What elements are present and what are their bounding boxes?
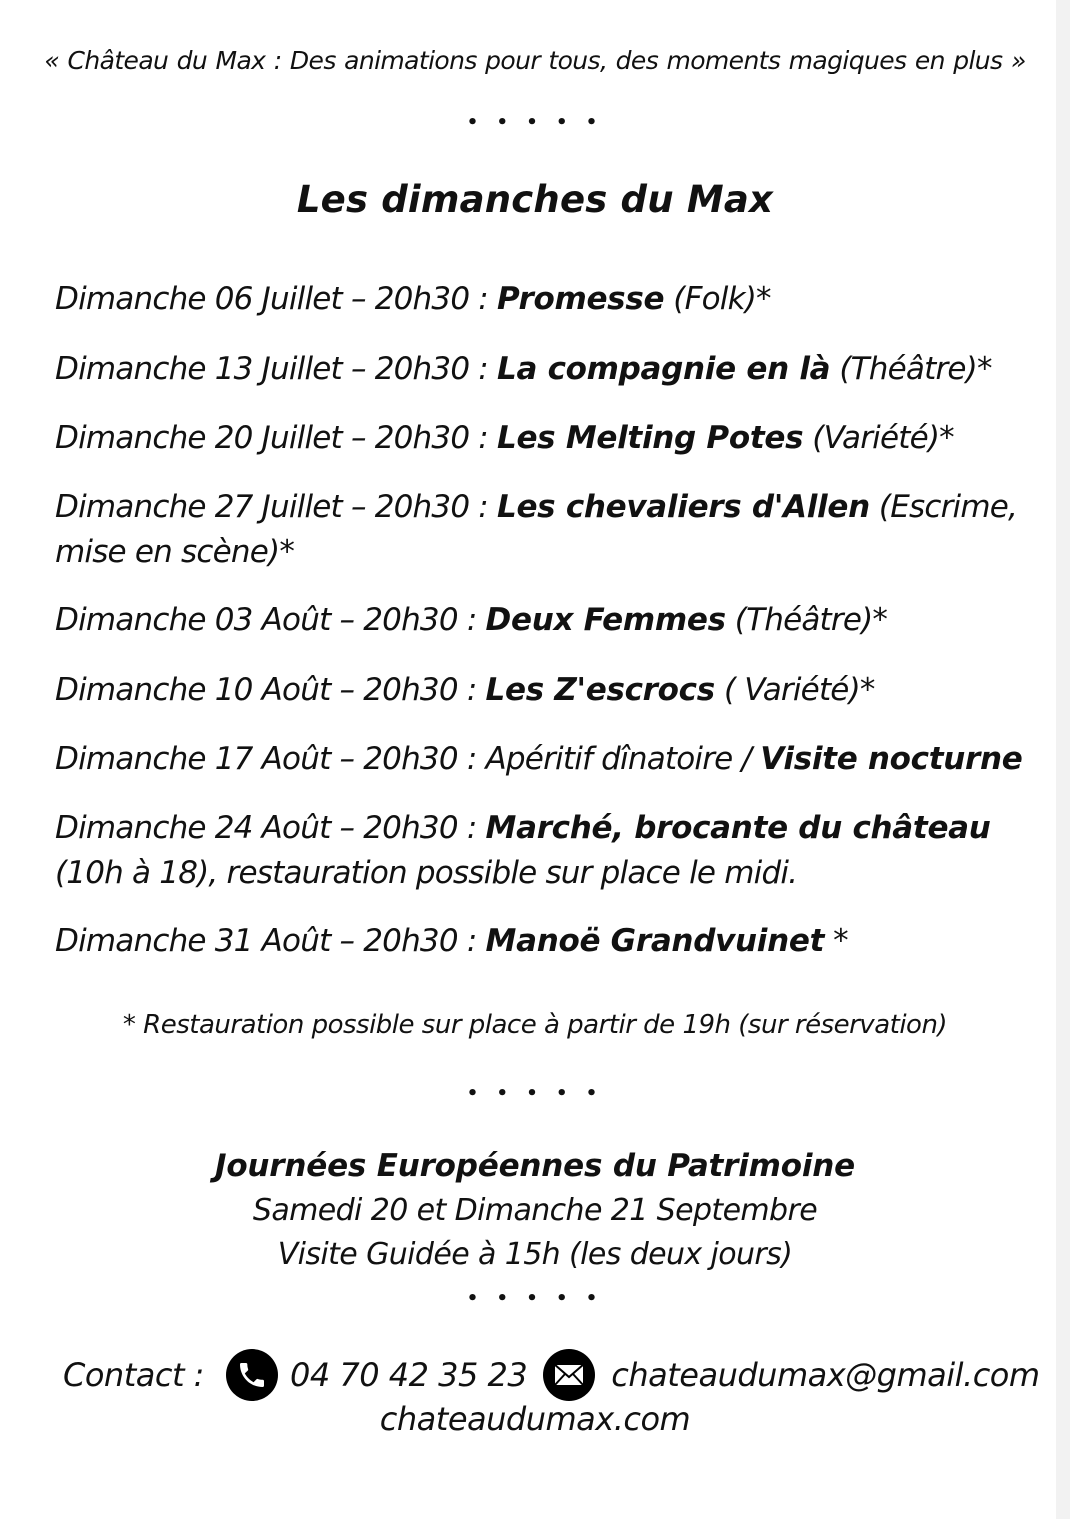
separator-dots: • • • • •	[466, 1288, 604, 1309]
event-detail: (Théâtre)*	[725, 602, 888, 638]
event-line	[55, 347, 1030, 392]
separator-dots: • • • • •	[466, 1083, 604, 1104]
jep-dates: Samedi 20 et Dimanche 21 Septembre	[252, 1193, 818, 1228]
event-name: Promesse	[497, 281, 665, 317]
tagline: « Château du Max : Des animations pour tous, des moments magiques en plus »	[44, 46, 1026, 75]
event-name: Marché, brocante du château	[485, 810, 991, 846]
event-name: La compagnie en là	[497, 351, 831, 387]
event-line	[55, 668, 1030, 713]
event-line	[55, 737, 1030, 782]
event-detail: *	[824, 923, 848, 959]
event-date: Dimanche 31 Août – 20h30 :	[55, 923, 486, 959]
page-title: Les dimanches du Max	[296, 178, 774, 221]
event-date: Dimanche 27 Juillet – 20h30 :	[55, 489, 497, 525]
event-detail: (Théâtre)*	[830, 351, 992, 387]
event-line	[55, 919, 1030, 964]
contact-email[interactable]: chateaudumax@gmail.com	[611, 1356, 1040, 1394]
event-name: Les Melting Potes	[497, 420, 804, 456]
jep-visit: Visite Guidée à 15h (les deux jours)	[277, 1237, 793, 1272]
event-date: Dimanche 06 Juillet – 20h30 :	[55, 281, 497, 317]
event-name: Les chevaliers d'Allen	[497, 489, 870, 525]
jep-title: Journées Européennes du Patrimoine	[215, 1148, 855, 1184]
event-detail: (10h à 18), restauration possible sur place le midi.	[55, 855, 798, 891]
event-detail: (Folk)*	[664, 281, 771, 317]
event-name: Visite nocturne	[760, 741, 1023, 777]
event-line	[55, 598, 1030, 643]
event-date: Dimanche 03 Août – 20h30 :	[55, 602, 486, 638]
event-detail: (Escrime, mise en scène)*	[55, 489, 1018, 570]
event-name: Deux Femmes	[485, 602, 726, 638]
event-line	[55, 416, 1030, 461]
event-line	[55, 806, 1030, 896]
event-name: Manoë Grandvuinet	[485, 923, 825, 959]
event-date: Dimanche 24 Août – 20h30 :	[55, 810, 486, 846]
phone-icon	[226, 1349, 278, 1401]
event-name: Les Z'escrocs	[485, 672, 715, 708]
contact-row	[63, 1348, 1040, 1402]
event-date: Dimanche 20 Juillet – 20h30 :	[55, 420, 497, 456]
envelope-icon	[543, 1349, 595, 1401]
event-date: Dimanche 10 Août – 20h30 :	[55, 672, 486, 708]
reservation-note: * Restauration possible sur place à partir de 19h (sur réservation)	[122, 1010, 948, 1040]
contact-label: Contact :	[63, 1356, 204, 1394]
event-detail: (Variété)*	[803, 420, 954, 456]
event-date: Dimanche 13 Juillet – 20h30 :	[55, 351, 497, 387]
event-detail: ( Variété)*	[714, 672, 875, 708]
event-line	[55, 277, 1030, 322]
separator-dots: • • • • •	[466, 112, 604, 133]
event-line	[55, 485, 1030, 575]
contact-phone[interactable]: 04 70 42 35 23	[289, 1356, 528, 1394]
event-date: Dimanche 17 Août – 20h30 : Apéritif dînatoire /	[55, 741, 761, 777]
contact-website[interactable]: chateaudumax.com	[379, 1400, 691, 1438]
